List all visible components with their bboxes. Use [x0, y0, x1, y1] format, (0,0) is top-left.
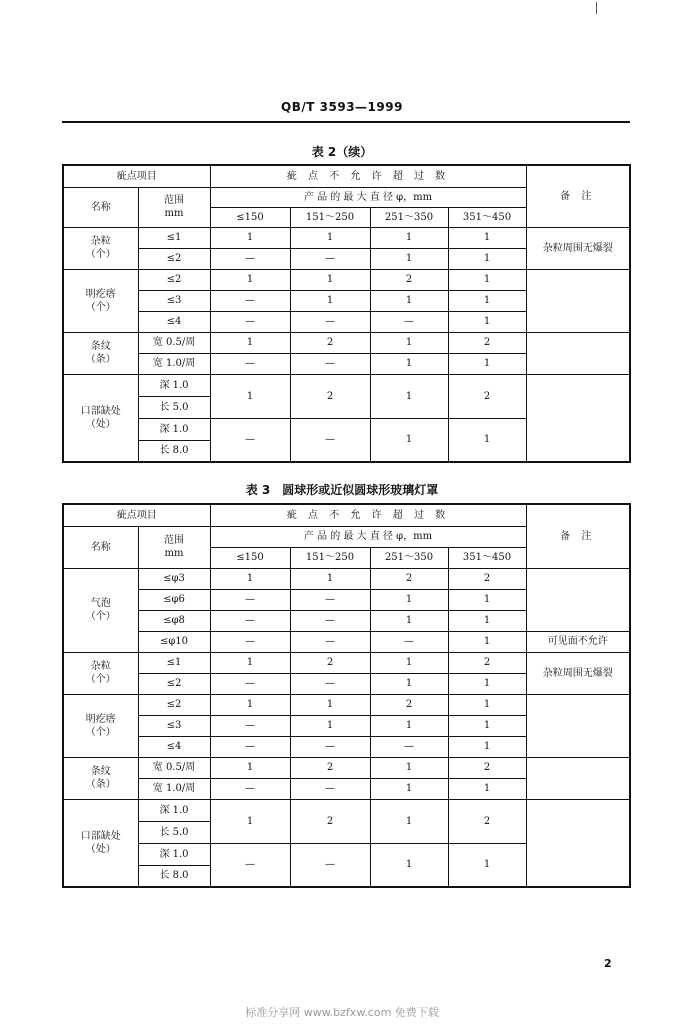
- value-cell: 1: [448, 694, 526, 715]
- value-cell: 1: [370, 799, 448, 843]
- value-cell: 2: [448, 652, 526, 673]
- group-unit: （条）: [85, 779, 116, 790]
- value-cell: 1: [370, 227, 448, 248]
- group-name-cell: [63, 332, 138, 374]
- value-cell: 1: [370, 673, 448, 694]
- max-diameter-header: 产 品 的 最 大 直 径 φ，mm: [210, 526, 526, 547]
- value-cell: —: [290, 673, 370, 694]
- range-cell: 长 5.0: [138, 396, 210, 418]
- value-cell: 2: [370, 269, 448, 290]
- value-cell: —: [210, 736, 290, 757]
- range-label: 范围: [164, 195, 184, 206]
- group-name: 条纹: [90, 341, 111, 352]
- value-cell: 1: [370, 757, 448, 778]
- range-cell: ≤4: [138, 736, 210, 757]
- table2-caption: 表 2（续）: [311, 145, 373, 159]
- value-cell: 1: [210, 568, 290, 589]
- value-cell: —: [370, 311, 448, 332]
- value-cell: 2: [290, 757, 370, 778]
- value-cell: 1: [448, 269, 526, 290]
- range-cell: ≤φ3: [138, 568, 210, 589]
- value-cell: 1: [448, 290, 526, 311]
- remark-cell: [526, 757, 630, 799]
- size-col-3: 251～350: [370, 547, 448, 568]
- size-col-2: 151～250: [290, 547, 370, 568]
- page-number: 2: [604, 957, 612, 970]
- value-cell: —: [210, 311, 290, 332]
- defect-item-header: 疵点项目: [63, 165, 210, 187]
- scan-edge-mark: [596, 2, 597, 14]
- remark-header: 备 注: [526, 165, 630, 227]
- range-unit: mm: [164, 208, 184, 219]
- group-unit: （个）: [85, 249, 116, 260]
- range-cell: 长 8.0: [138, 865, 210, 887]
- value-cell: 1: [448, 418, 526, 462]
- range-cell: 长 5.0: [138, 821, 210, 843]
- value-cell: 1: [448, 843, 526, 887]
- range-cell: 宽 1.0/周: [138, 353, 210, 374]
- header-rule: [62, 121, 630, 123]
- value-cell: —: [210, 589, 290, 610]
- value-cell: 1: [448, 353, 526, 374]
- value-cell: 1: [210, 652, 290, 673]
- range-cell: ≤2: [138, 269, 210, 290]
- group-unit: （个）: [85, 611, 116, 622]
- value-cell: 1: [210, 374, 290, 418]
- size-col-3: 251～350: [370, 207, 448, 227]
- value-cell: 1: [370, 610, 448, 631]
- group-unit: （个）: [85, 674, 116, 685]
- range-cell: ≤1: [138, 652, 210, 673]
- value-cell: 2: [448, 799, 526, 843]
- defect-item-header: 疵点项目: [63, 504, 210, 526]
- remark-cell: [526, 694, 630, 757]
- range-cell: ≤1: [138, 227, 210, 248]
- value-cell: 1: [448, 311, 526, 332]
- value-cell: 1: [370, 374, 448, 418]
- group-name-cell: [63, 652, 138, 694]
- value-cell: 1: [448, 673, 526, 694]
- table3-caption: 表 3 圆球形或近似圆球形玻璃灯罩: [245, 483, 439, 497]
- remark-cell: 杂粒周围无爆裂: [526, 227, 630, 269]
- group-name: 杂粒: [90, 661, 111, 672]
- value-cell: —: [210, 673, 290, 694]
- value-cell: 2: [290, 374, 370, 418]
- range-cell: ≤φ8: [138, 610, 210, 631]
- not-exceed-header: 疵 点 不 允 许 超 过 数: [210, 165, 526, 187]
- value-cell: 1: [370, 248, 448, 269]
- max-diameter-header: 产 品 的 最 大 直 径 φ，mm: [210, 187, 526, 207]
- value-cell: 2: [290, 332, 370, 353]
- range-cell: 宽 0.5/周: [138, 332, 210, 353]
- table2: [62, 164, 631, 463]
- value-cell: 2: [448, 568, 526, 589]
- name-header: 名称: [63, 526, 138, 568]
- value-cell: 1: [210, 694, 290, 715]
- value-cell: —: [210, 778, 290, 799]
- value-cell: —: [290, 418, 370, 462]
- range-cell: ≤2: [138, 694, 210, 715]
- value-cell: —: [290, 353, 370, 374]
- range-cell: 宽 0.5/周: [138, 757, 210, 778]
- value-cell: —: [210, 715, 290, 736]
- range-header: [138, 526, 210, 568]
- value-cell: 1: [290, 568, 370, 589]
- value-cell: 1: [448, 715, 526, 736]
- range-cell: 宽 1.0/周: [138, 778, 210, 799]
- value-cell: —: [210, 418, 290, 462]
- range-unit: mm: [164, 548, 184, 559]
- group-unit: （条）: [85, 354, 116, 365]
- remark-cell-empty: [526, 568, 630, 631]
- value-cell: 1: [210, 799, 290, 843]
- value-cell: 1: [290, 715, 370, 736]
- range-cell: ≤φ10: [138, 631, 210, 652]
- group-name-cell: [63, 269, 138, 332]
- group-name: 口部缺处: [80, 830, 121, 842]
- group-name: 气泡: [90, 598, 111, 609]
- value-cell: 1: [370, 589, 448, 610]
- value-cell: 1: [448, 248, 526, 269]
- range-cell: 深 1.0: [138, 799, 210, 821]
- value-cell: —: [290, 311, 370, 332]
- range-cell: 长 8.0: [138, 440, 210, 462]
- range-cell: ≤2: [138, 248, 210, 269]
- remark-cell: 杂粒周围无爆裂: [526, 652, 630, 694]
- remark-cell: 可见面不允许: [526, 631, 630, 652]
- value-cell: 1: [448, 631, 526, 652]
- group-name-cell: [63, 227, 138, 269]
- value-cell: 2: [448, 332, 526, 353]
- value-cell: —: [210, 248, 290, 269]
- value-cell: 1: [210, 757, 290, 778]
- value-cell: —: [210, 353, 290, 374]
- value-cell: 1: [448, 610, 526, 631]
- size-col-1: ≤150: [210, 207, 290, 227]
- remark-cell: [526, 269, 630, 332]
- range-cell: ≤4: [138, 311, 210, 332]
- value-cell: 1: [370, 843, 448, 887]
- range-cell: ≤φ6: [138, 589, 210, 610]
- remark-cell: [526, 799, 630, 887]
- value-cell: 2: [448, 757, 526, 778]
- value-cell: 1: [448, 227, 526, 248]
- value-cell: —: [290, 589, 370, 610]
- value-cell: 1: [290, 269, 370, 290]
- group-name: 杂粒: [90, 236, 111, 247]
- remark-header: 备 注: [526, 504, 630, 568]
- value-cell: 2: [448, 374, 526, 418]
- value-cell: —: [290, 736, 370, 757]
- group-name-cell: [63, 799, 138, 887]
- value-cell: 1: [448, 736, 526, 757]
- value-cell: —: [210, 843, 290, 887]
- range-label: 范围: [164, 535, 184, 546]
- value-cell: 1: [370, 332, 448, 353]
- range-header: [138, 187, 210, 227]
- value-cell: 1: [370, 418, 448, 462]
- value-cell: —: [290, 610, 370, 631]
- group-name-cell: [63, 694, 138, 757]
- value-cell: 2: [370, 568, 448, 589]
- group-name-cell: [63, 568, 138, 652]
- value-cell: 2: [290, 799, 370, 843]
- value-cell: —: [290, 631, 370, 652]
- range-cell: ≤3: [138, 290, 210, 311]
- value-cell: 1: [290, 694, 370, 715]
- value-cell: 1: [210, 227, 290, 248]
- value-cell: 1: [448, 778, 526, 799]
- group-name-cell: [63, 374, 138, 462]
- value-cell: —: [290, 843, 370, 887]
- value-cell: —: [210, 631, 290, 652]
- group-name-cell: [63, 757, 138, 799]
- group-name: 明疙瘩: [85, 288, 116, 300]
- range-cell: 深 1.0: [138, 843, 210, 865]
- standard-code-header: QB/T 3593—1999: [281, 100, 403, 114]
- value-cell: 1: [370, 778, 448, 799]
- value-cell: 1: [370, 652, 448, 673]
- size-col-1: ≤150: [210, 547, 290, 568]
- not-exceed-header: 疵 点 不 允 许 超 过 数: [210, 504, 526, 526]
- value-cell: —: [290, 778, 370, 799]
- group-unit: （个）: [85, 726, 116, 738]
- group-unit: （处）: [85, 418, 116, 430]
- value-cell: 1: [370, 290, 448, 311]
- table3: [62, 503, 631, 888]
- group-name: 明疙瘩: [85, 713, 116, 725]
- group-unit: （个）: [85, 301, 116, 313]
- remark-cell: [526, 332, 630, 374]
- value-cell: —: [210, 610, 290, 631]
- value-cell: —: [370, 631, 448, 652]
- name-header: 名称: [63, 187, 138, 227]
- remark-cell: [526, 374, 630, 462]
- group-name: 口部缺处: [80, 405, 121, 417]
- group-name: 条纹: [90, 766, 111, 777]
- value-cell: 2: [370, 694, 448, 715]
- value-cell: —: [210, 290, 290, 311]
- range-cell: 深 1.0: [138, 374, 210, 396]
- value-cell: 1: [448, 589, 526, 610]
- value-cell: 1: [210, 269, 290, 290]
- value-cell: 1: [370, 353, 448, 374]
- value-cell: 1: [210, 332, 290, 353]
- range-cell: 深 1.0: [138, 418, 210, 440]
- watermark-text: 标准分享网 www.bzfxw.com 免费下载: [245, 1006, 439, 1019]
- value-cell: —: [370, 736, 448, 757]
- value-cell: 1: [370, 715, 448, 736]
- value-cell: —: [290, 248, 370, 269]
- range-cell: ≤2: [138, 673, 210, 694]
- size-col-2: 151～250: [290, 207, 370, 227]
- value-cell: 1: [290, 227, 370, 248]
- value-cell: 1: [290, 290, 370, 311]
- range-cell: ≤3: [138, 715, 210, 736]
- size-col-4: 351～450: [448, 547, 526, 568]
- value-cell: 2: [290, 652, 370, 673]
- size-col-4: 351～450: [448, 207, 526, 227]
- group-unit: （处）: [85, 843, 116, 855]
